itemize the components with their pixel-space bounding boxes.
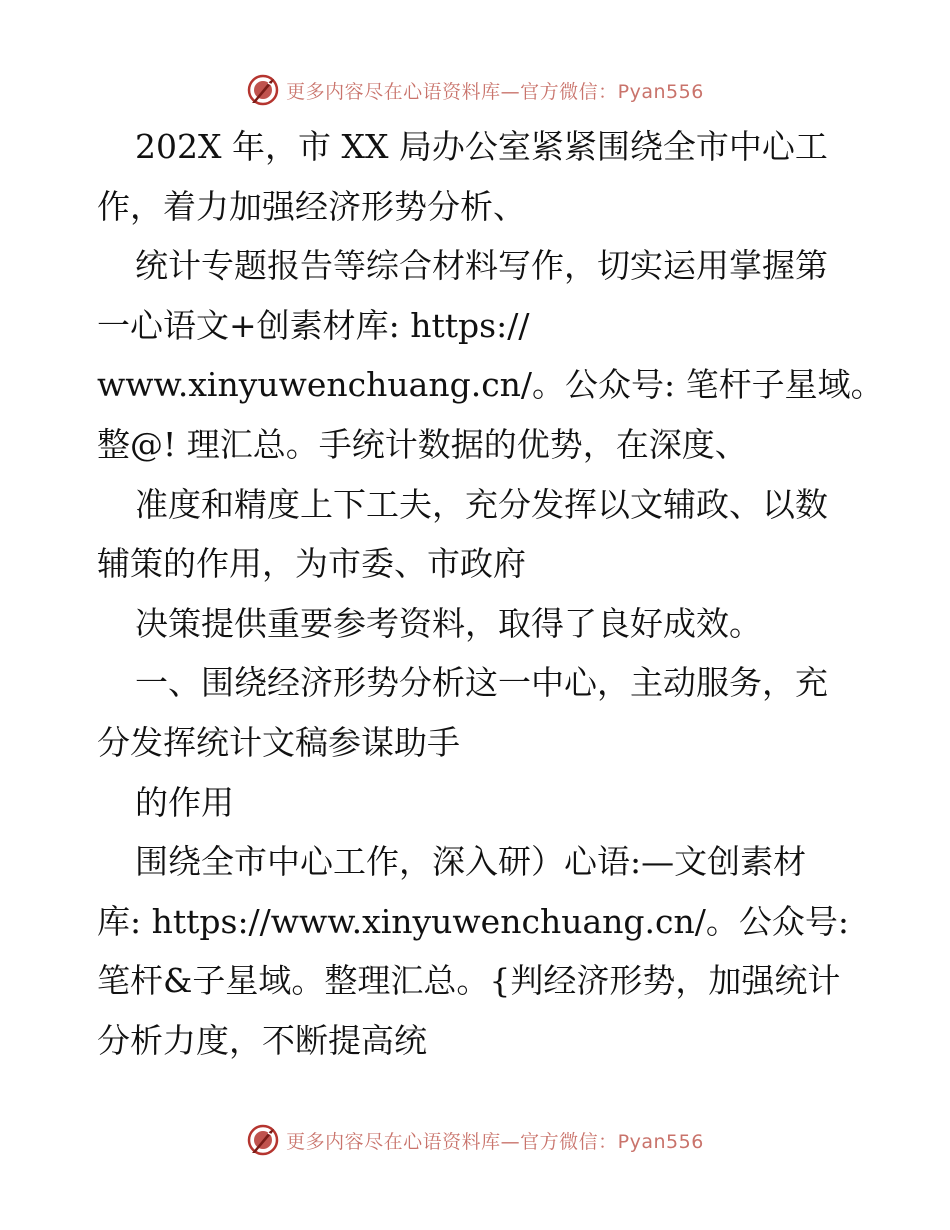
- document-line: 围绕全市中心工作，深入研）心语:—文创素材: [135, 842, 807, 882]
- header-banner-content: [246, 73, 704, 107]
- quill-pen-logo-icon: [246, 1123, 280, 1157]
- document-body: [97, 117, 884, 1071]
- header-banner: [0, 70, 950, 110]
- document-line: 库: https://www.xinyuwenchuang.cn/。公众号:: [97, 901, 849, 941]
- footer-banner: [0, 1120, 950, 1160]
- section-heading: 一、围绕经济形势分析这一中心，主动服务，充: [135, 663, 828, 703]
- document-line: 辅策的作用，为市委、市政府: [97, 544, 526, 584]
- document-line: 作，着力加强经济形势分析、: [97, 186, 526, 226]
- footer-banner-text: 更多内容尽在心语资料库—官方微信：Pyan556: [286, 1130, 704, 1153]
- footer-banner-content: [246, 1123, 704, 1157]
- document-line: 整@! 理汇总。手统计数据的优势，在深度、: [97, 424, 748, 464]
- quill-pen-logo-icon: [246, 73, 280, 107]
- section-heading-continued: 分发挥统计文稿参谋助手: [97, 722, 460, 762]
- document-line: 准度和精度上下工夫，充分发挥以文辅政、以数: [135, 484, 828, 524]
- document-line: 分析力度，不断提高统: [97, 1020, 427, 1060]
- document-line: 统计专题报告等综合材料写作，切实运用掌握第: [135, 246, 828, 286]
- section-heading-continued: 的作用: [135, 782, 234, 822]
- document-line: 202X 年，市 XX 局办公室紧紧围绕全市中心工: [135, 127, 828, 166]
- document-line: 一心语文+创素材库: https://: [97, 305, 530, 345]
- document-line: 笔杆&子星域。整理汇总。{判经济形势，加强统计: [97, 961, 841, 1001]
- header-banner-text: 更多内容尽在心语资料库—官方微信：Pyan556: [286, 80, 704, 103]
- document-line: www.xinyuwenchuang.cn/。公众号: 笔杆子星域。: [97, 365, 884, 405]
- document-line: 决策提供重要参考资料，取得了良好成效。: [135, 603, 762, 643]
